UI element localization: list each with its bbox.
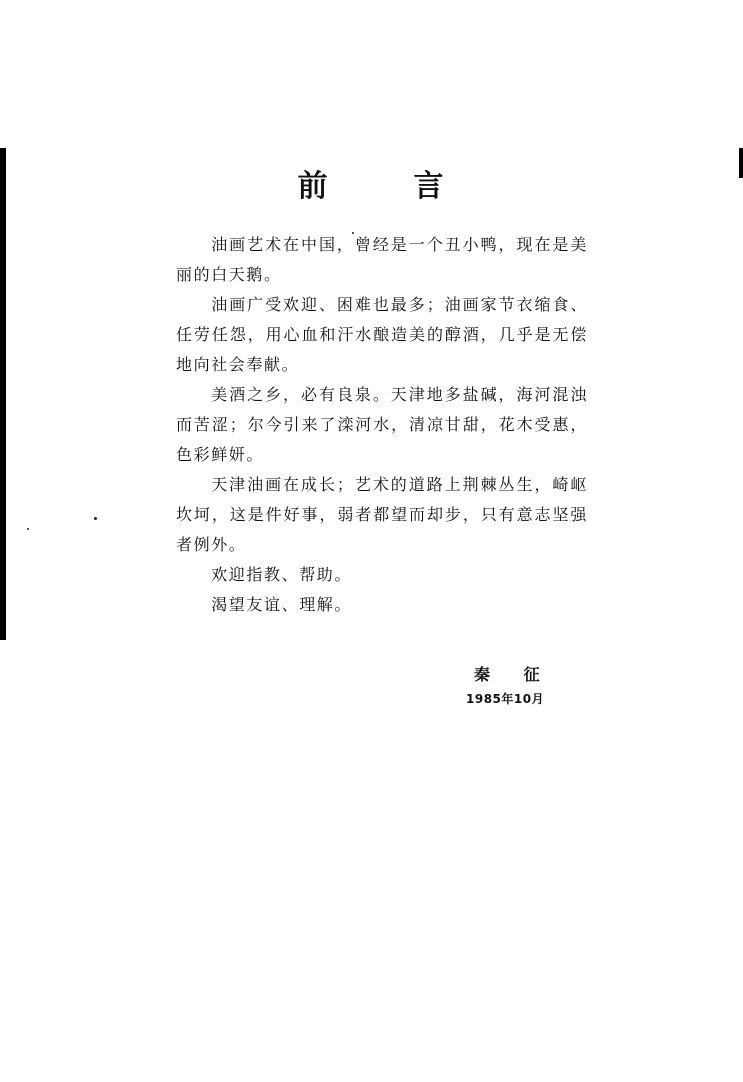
paragraph: 欢迎指教、帮助。 xyxy=(211,565,352,584)
page-title xyxy=(0,165,743,209)
scan-speck xyxy=(94,517,97,520)
paragraph: 油画艺术在中国，曾经是一个丑小鸭，现在是美丽的白天鹅。 xyxy=(176,235,588,284)
date-line: 1985年10月 xyxy=(466,692,545,706)
title-char: 言 xyxy=(413,169,446,204)
paragraph: 渴望友谊、理解。 xyxy=(211,595,352,614)
author-signature: 秦 征 xyxy=(474,665,554,684)
scan-speck xyxy=(27,528,29,530)
scan-edge-left xyxy=(0,148,6,640)
paragraph: 美酒之乡，必有良泉。天津地多盐碱，海河混浊而苦涩；尔今引来了滦河水，清凉甘甜，花木受惠，色彩鲜妍。 xyxy=(176,385,588,464)
preface-body xyxy=(176,230,588,620)
paragraph: 油画广受欢迎、困难也最多；油画家节衣缩食、任劳任怨，用心血和汗水酿造美的醇酒，几乎是无偿地向社会奉献。 xyxy=(176,295,588,374)
paragraph: 天津油画在成长；艺术的道路上荆棘丛生，崎岖坎坷，这是件好事，弱者都望而却步，只有意志坚强者例外。 xyxy=(176,475,588,554)
title-char: 前 xyxy=(297,169,330,204)
